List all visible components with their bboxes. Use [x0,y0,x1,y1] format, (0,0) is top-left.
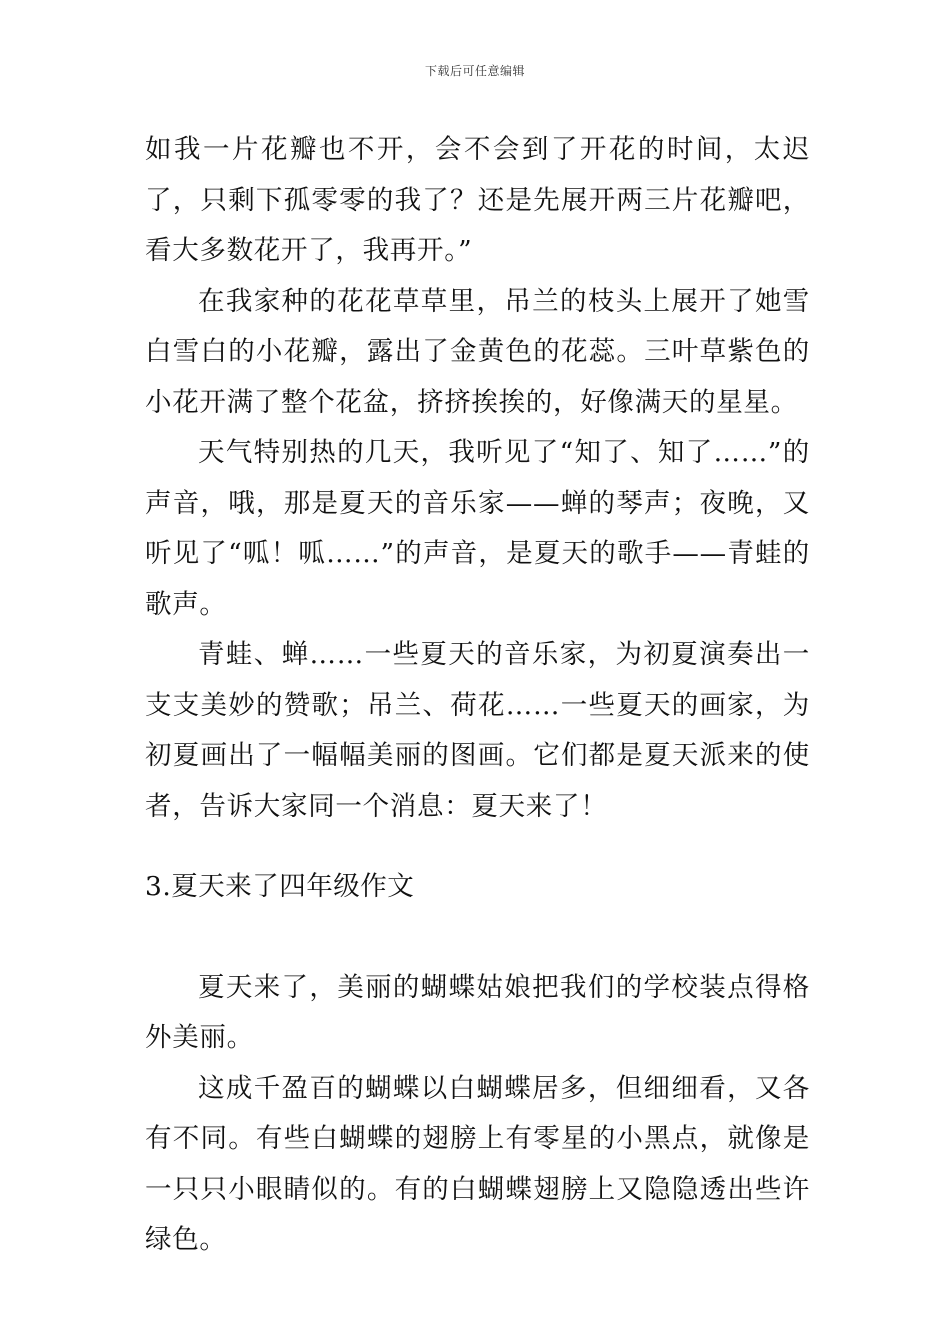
paragraph-butterflies-intro: 夏天来了，美丽的蝴蝶姑娘把我们的学校装点得格外美丽。 [145,971,810,1053]
section-heading: 3.夏天来了四年级作文 [145,871,415,902]
paragraph-continued: 如我一片花瓣也不开，会不会到了开花的时间，太迟了，只剩下孤零零的我了？还是先展开两三片花瓣吧，看大多数花开了，我再开。” [145,134,810,266]
paragraph-white-butterflies: 这成千盈百的蝴蝶以白蝴蝶居多，但细细看，又各有不同。有些白蝴蝶的翅膀上有零星的小黑点，就像是一只只小眼睛似的。有的白蝴蝶翅膀上又隐隐透出些许绿色。 [145,1072,810,1255]
page-header: 下载后可任意编辑 [424,64,525,78]
paragraph-summer-sounds: 天气特别热的几天，我听见了“知了、知了……”的声音，哦，那是夏天的音乐家——蝉的琴声；夜晚，又听见了“呱！呱……”的声音，是夏天的歌手——青蛙的歌声。 [145,437,810,620]
spacer [145,832,810,862]
document-body [145,125,810,1266]
paragraph-summer-messengers: 青蛙、蝉……一些夏天的音乐家，为初夏演奏出一支支美妙的赞歌；吊兰、荷花……一些夏天的画家，为初夏画出了一幅幅美丽的图画。它们都是夏天派来的使者，告诉大家同一个消息：夏天来了！ [145,639,810,822]
paragraph-garden-flowers: 在我家种的花花草草里，吊兰的枝头上展开了她雪白雪白的小花瓣，露出了金黄色的花蕊。三叶草紫色的小花开满了整个花盆，挤挤挨挨的，好像满天的星星。 [145,285,810,418]
spacer [145,913,810,963]
